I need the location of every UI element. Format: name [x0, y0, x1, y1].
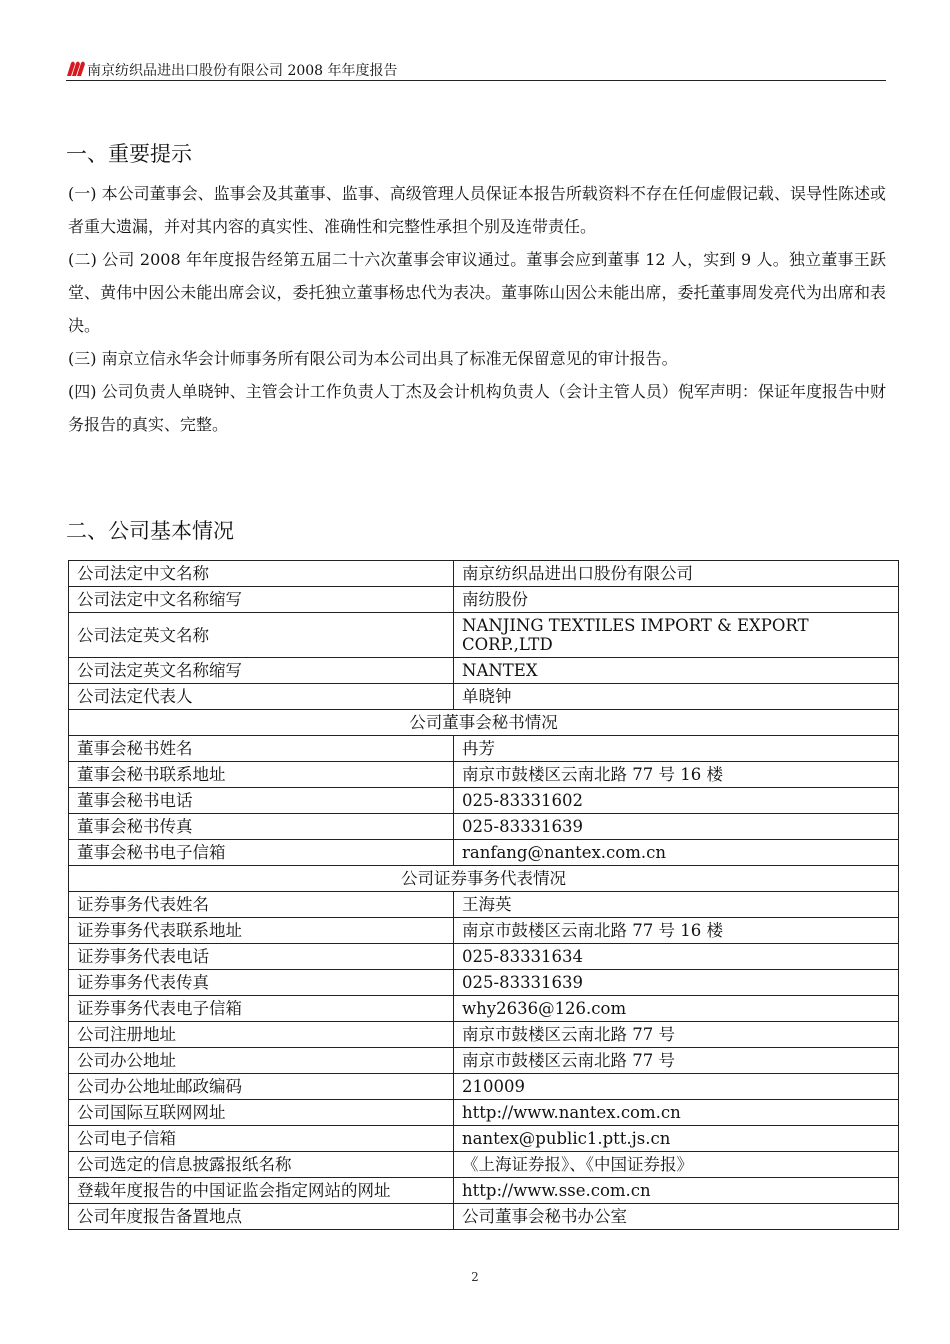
- row-label: 公司法定英文名称: [69, 613, 454, 658]
- row-label: 公司法定中文名称: [69, 561, 454, 587]
- row-value: 王海英: [454, 892, 899, 918]
- table-row: [69, 840, 899, 866]
- row-value: 南京市鼓楼区云南北路 77 号 16 楼: [454, 762, 899, 788]
- row-value: 冉芳: [454, 736, 899, 762]
- row-label: 董事会秘书电子信箱: [69, 840, 454, 866]
- table-row: [69, 1204, 899, 1230]
- notice-item-1: (一) 本公司董事会、监事会及其董事、监事、高级管理人员保证本报告所载资料不存在任何虚假记载、误导性陈述或者重大遗漏，并对其内容的真实性、准确性和完整性承担个别及连带责任。: [68, 184, 886, 236]
- row-value: NANJING TEXTILES IMPORT & EXPORT CORP.,LTD: [454, 613, 899, 658]
- row-label: 董事会秘书传真: [69, 814, 454, 840]
- row-value: 公司董事会秘书办公室: [454, 1204, 899, 1230]
- row-label: 证券事务代表电话: [69, 944, 454, 970]
- table-row: [69, 1178, 899, 1204]
- table-row: [69, 1100, 899, 1126]
- row-label: 公司电子信箱: [69, 1126, 454, 1152]
- row-label: 公司选定的信息披露报纸名称: [69, 1152, 454, 1178]
- row-value: 210009: [454, 1074, 899, 1100]
- row-label: 证券事务代表姓名: [69, 892, 454, 918]
- row-label: 公司年度报告备置地点: [69, 1204, 454, 1230]
- row-label: 公司注册地址: [69, 1022, 454, 1048]
- row-value: 025-83331639: [454, 814, 899, 840]
- row-label: 公司法定英文名称缩写: [69, 658, 454, 684]
- table-row: [69, 918, 899, 944]
- row-label: 公司办公地址邮政编码: [69, 1074, 454, 1100]
- email-link[interactable]: nantex@public1.ptt.js.cn: [454, 1126, 899, 1152]
- table-row: [69, 1022, 899, 1048]
- notice-item-3: (三) 南京立信永华会计师事务所有限公司为本公司出具了标准无保留意见的审计报告。: [68, 349, 678, 368]
- website-link[interactable]: http://www.nantex.com.cn: [454, 1100, 899, 1126]
- header-title: 南京纺织品进出口股份有限公司 2008 年年度报告: [87, 63, 398, 79]
- notice-item-2: (二) 公司 2008 年年度报告经第五届二十六次董事会审议通过。董事会应到董事 12 人，实到 9 人。独立董事王跃堂、黄伟中因公未能出席会议，委托独立董事杨忠代为表决。董事陈山因公未能出席，委托董事周发亮代为出席和表决。: [68, 250, 886, 335]
- row-label: 公司办公地址: [69, 1048, 454, 1074]
- csrc-website-link[interactable]: http://www.sse.com.cn: [454, 1178, 899, 1204]
- table-row: [69, 736, 899, 762]
- page-header: [66, 54, 886, 81]
- row-value: 025-83331602: [454, 788, 899, 814]
- row-label: 公司法定中文名称缩写: [69, 587, 454, 613]
- table-row: [69, 1074, 899, 1100]
- row-label: 公司国际互联网网址: [69, 1100, 454, 1126]
- subheader-secretary: 公司董事会秘书情况: [69, 710, 899, 736]
- row-value: ranfang@nantex.com.cn: [454, 840, 899, 866]
- table-row: [69, 613, 899, 658]
- row-label: 证券事务代表电子信箱: [69, 996, 454, 1022]
- row-value: 南京市鼓楼区云南北路 77 号: [454, 1022, 899, 1048]
- company-info-table: [68, 560, 899, 1230]
- row-value: NANTEX: [454, 658, 899, 684]
- company-logo-icon: [66, 61, 86, 77]
- row-label: 董事会秘书电话: [69, 788, 454, 814]
- row-label: 证券事务代表联系地址: [69, 918, 454, 944]
- row-value: 南京纺织品进出口股份有限公司: [454, 561, 899, 587]
- notice-item-4: (四) 公司负责人单晓钟、主管会计工作负责人丁杰及会计机构负责人（会计主管人员）倪军声明：保证年度报告中财务报告的真实、完整。: [68, 382, 886, 434]
- table-row: [69, 892, 899, 918]
- table-row: [69, 996, 899, 1022]
- page-number: 2: [471, 1270, 479, 1284]
- table-row: [69, 970, 899, 996]
- table-row: [69, 587, 899, 613]
- table-row: [69, 561, 899, 587]
- table-row: [69, 788, 899, 814]
- row-label: 公司法定代表人: [69, 684, 454, 710]
- table-row: [69, 658, 899, 684]
- row-value: 《上海证券报》、《中国证券报》: [454, 1152, 899, 1178]
- row-value: 南京市鼓楼区云南北路 77 号: [454, 1048, 899, 1074]
- row-value: 单晓钟: [454, 684, 899, 710]
- row-value: 南纺股份: [454, 587, 899, 613]
- table-row: [69, 944, 899, 970]
- subheader-securities-rep: 公司证券事务代表情况: [69, 866, 899, 892]
- row-value: 025-83331634: [454, 944, 899, 970]
- table-row: [69, 762, 899, 788]
- row-label: 登载年度报告的中国证监会指定网站的网址: [69, 1178, 454, 1204]
- row-value: why2636@126.com: [454, 996, 899, 1022]
- table-row: [69, 1048, 899, 1074]
- table-subheader-row: [69, 710, 899, 736]
- section-title-important-notice: 一、重要提示: [66, 142, 192, 166]
- table-row: [69, 684, 899, 710]
- important-notice-body: [68, 177, 886, 441]
- table-subheader-row: [69, 866, 899, 892]
- row-label: 证券事务代表传真: [69, 970, 454, 996]
- row-label: 董事会秘书姓名: [69, 736, 454, 762]
- row-value: 南京市鼓楼区云南北路 77 号 16 楼: [454, 918, 899, 944]
- row-value: 025-83331639: [454, 970, 899, 996]
- table-row: [69, 1152, 899, 1178]
- table-row: [69, 814, 899, 840]
- section-title-company-info: 二、公司基本情况: [66, 519, 234, 543]
- row-label: 董事会秘书联系地址: [69, 762, 454, 788]
- table-row: [69, 1126, 899, 1152]
